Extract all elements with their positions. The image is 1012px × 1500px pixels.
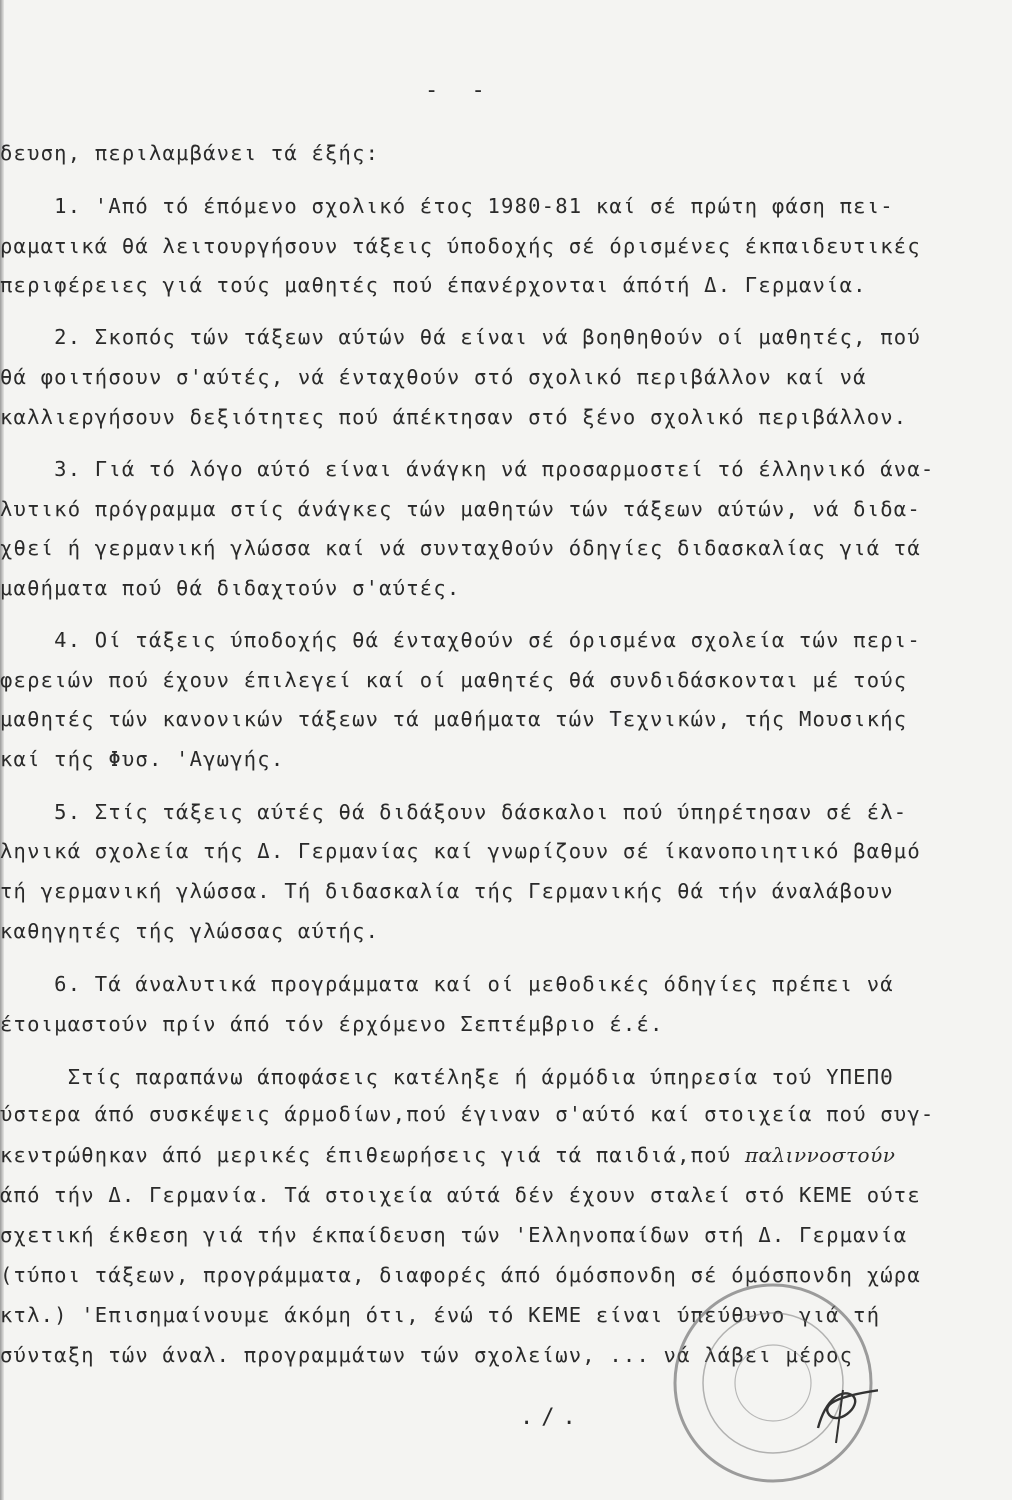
text-line: 2. Σκοπός τών τάξεων αύτών θά είναι νά βοηθηθούν οί μαθητές, πού: [0, 325, 921, 349]
text-line: σύνταξη τών άναλ. προγραμμάτων τών σχολείων, ... νά λάβει μέρος: [0, 1343, 854, 1367]
text-line: μαθητές τών κανονικών τάξεων τά μαθήματα τών Τεχνικών, τής Μουσικής: [0, 707, 908, 731]
text-line: ραματικά θά λειτουργήσουν τάξεις ύποδοχής σέ όρισμένες έκπαιδευτικές: [0, 234, 921, 258]
text-line: 3. Γιά τό λόγο αύτό είναι άνάγκη νά προσαρμοστεί τό έλληνικό άνα-: [0, 457, 935, 481]
page-marker: - -: [425, 78, 495, 103]
text-line: λυτικό πρόγραμμα στίς άνάγκες τών μαθητών τών τάξεων αύτών, νά διδα-: [0, 497, 921, 521]
handwritten-insert: παλιννοστούν: [744, 1143, 896, 1167]
text-line: δευση, περιλαμβάνει τά έξής:: [0, 141, 380, 165]
text-line: 5. Στίς τάξεις αύτές θά διδάξουν δάσκαλοι πού ύπηρέτησαν σέ έλ-: [0, 800, 908, 824]
text-line: 4. Οί τάξεις ύποδοχής θά ένταχθούν σέ όρισμένα σχολεία τών περι-: [0, 628, 921, 652]
text-line: περιφέρειες γιά τούς μαθητές πού έπανέρχονται άπότή Δ. Γερμανία.: [0, 273, 867, 297]
text-segment: κεντρώθηκαν άπό μερικές έπιθεωρήσεις γιά τά παιδιά,πού: [0, 1143, 745, 1167]
official-stamp-icon: [668, 1278, 878, 1488]
text-line-with-insert: [0, 1142, 895, 1168]
text-line: 6. Τά άναλυτικά προγράμματα καί οί μεθοδικές όδηγίες πρέπει νά: [0, 972, 894, 996]
text-line: μαθήματα πού θά διδαχτούν σ'αύτές.: [0, 576, 461, 600]
text-line: καλλιεργήσουν δεξιότητες πού άπέκτησαν στό ξένο σχολικό περιβάλλον.: [0, 405, 908, 429]
text-line: ύστερα άπό συσκέψεις άρμοδίων,πού έγιναν σ'αύτό καί στοιχεία πού συγ-: [0, 1102, 935, 1126]
footer-marker: ./.: [520, 1405, 584, 1430]
text-line: καί τής Φυσ. 'Αγωγής.: [0, 747, 285, 771]
text-line: φερειών πού έχουν έπιλεγεί καί οί μαθητές θά συνδιδάσκονται μέ τούς: [0, 668, 908, 692]
text-line: τή γερμανική γλώσσα. Τή διδασκαλία τής Γερμανικής θά τήν άναλάβουν: [0, 879, 894, 903]
text-line: κτλ.) 'Επισημαίνουμε άκόμη ότι, ένώ τό ΚΕΜΕ είναι ύπεύθυνο γιά τή: [0, 1303, 881, 1327]
text-line: καθηγητές τής γλώσσας αύτής.: [0, 919, 380, 943]
text-line: Στίς παραπάνω άποφάσεις κατέληξε ή άρμόδια ύπηρεσία τού ΥΠΕΠΘ: [0, 1065, 894, 1089]
text-line: θά φοιτήσουν σ'αύτές, νά ένταχθούν στό σχολικό περιβάλλον καί νά: [0, 365, 867, 389]
text-line: χθεί ή γερμανική γλώσσα καί νά συνταχθούν όδηγίες διδασκαλίας γιά τά: [0, 536, 921, 560]
text-line: 1. 'Από τό έπόμενο σχολικό έτος 1980-81 καί σέ πρώτη φάση πει-: [0, 194, 894, 218]
text-line: (τύποι τάξεων, προγράμματα, διαφορές άπό όμόσπονδη σέ όμόσπονδη χώρα: [0, 1263, 921, 1287]
text-line: άπό τήν Δ. Γερμανία. Τά στοιχεία αύτά δέν έχουν σταλεί στό ΚΕΜΕ ούτε: [0, 1183, 921, 1207]
text-line: έτοιμαστούν πρίν άπό τόν έρχόμενο Σεπτέμβριο έ.έ.: [0, 1012, 664, 1036]
text-line: ληνικά σχολεία τής Δ. Γερμανίας καί γνωρίζουν σέ ίκανοποιητικό βαθμό: [0, 839, 921, 863]
text-line: σχετική έκθεση γιά τήν έκπαίδευση τών 'Ελληνοπαίδων στή Δ. Γερμανία: [0, 1223, 908, 1247]
